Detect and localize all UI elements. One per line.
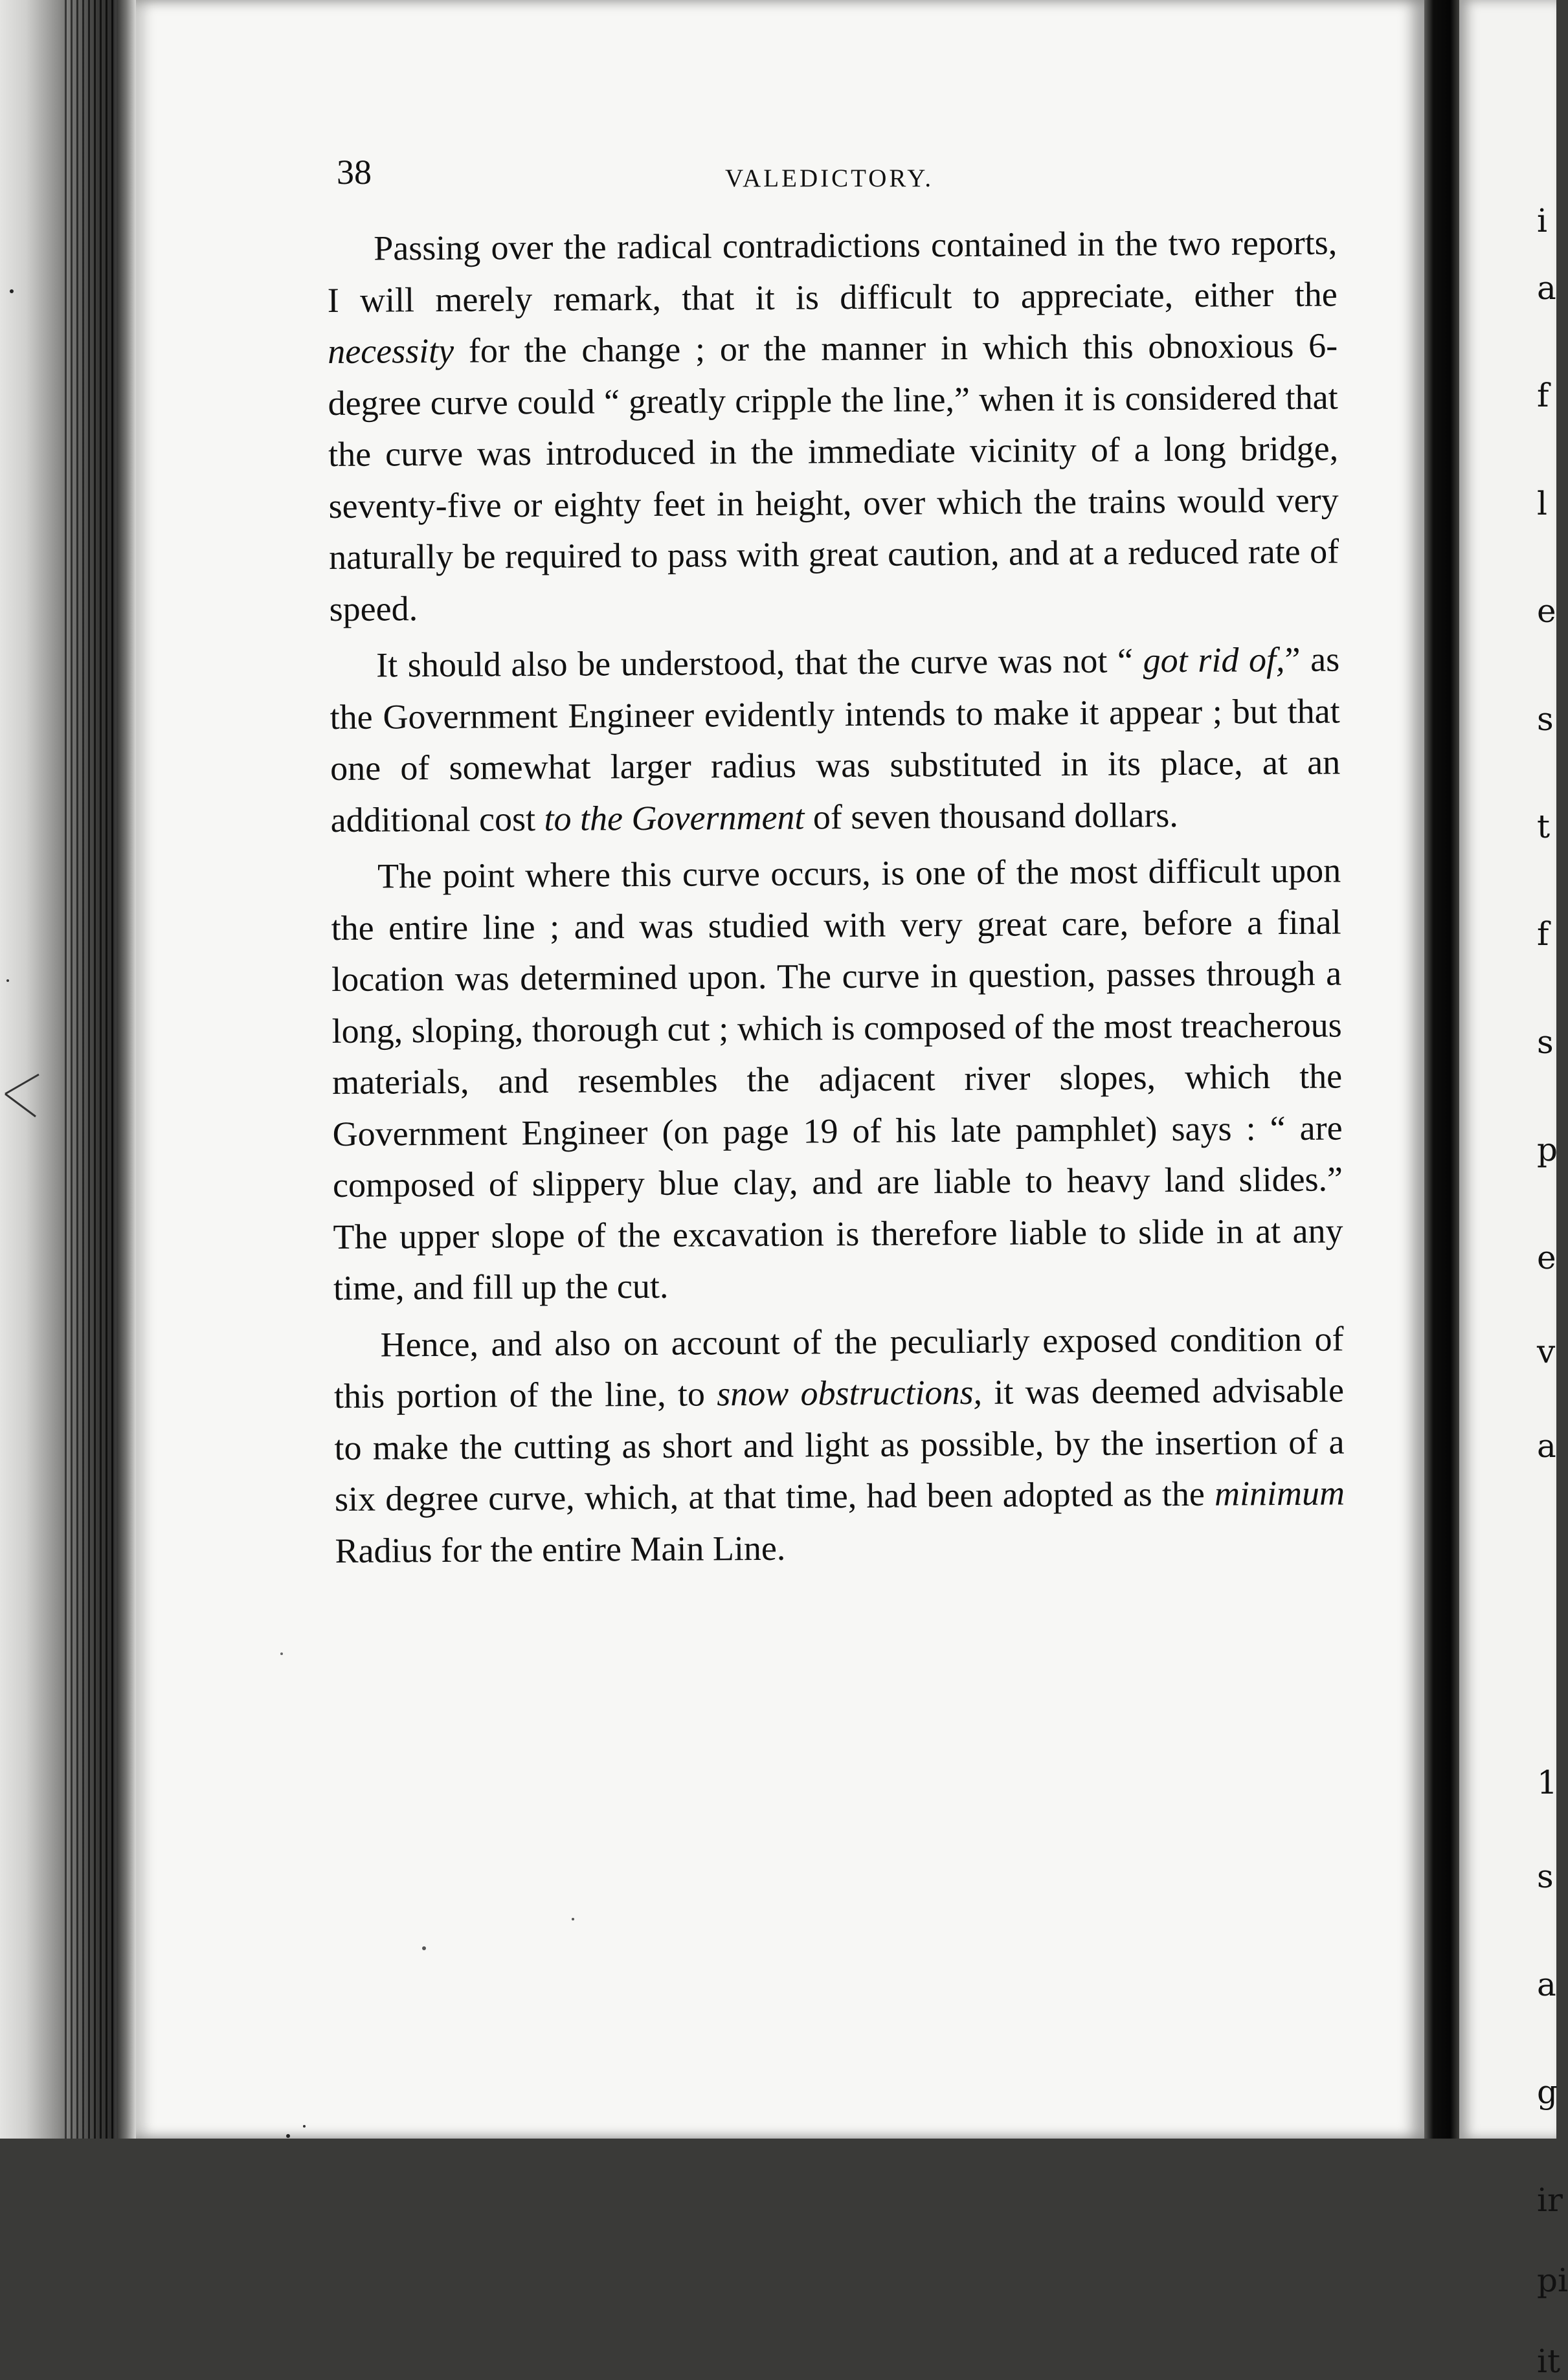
facing-page-fragment: e: [1537, 1238, 1556, 1276]
running-head: VALEDICTORY.: [725, 164, 934, 192]
paragraph: [330, 634, 1341, 846]
facing-page-fragment: f: [1537, 915, 1549, 953]
facing-page-fragment: f: [1537, 377, 1549, 415]
facing-page: [1459, 0, 1556, 2139]
facing-page-fragment: a: [1537, 1965, 1556, 2003]
text-run: of seven thousand dollars.: [804, 795, 1179, 837]
page-header: [337, 152, 1567, 210]
book-binding-edge: [0, 0, 136, 2139]
page-divider: [1424, 0, 1459, 2139]
facing-page-fragment: v: [1537, 1333, 1556, 1371]
italic-text: got rid of,: [1143, 639, 1285, 680]
facing-page-fragment: a: [1537, 269, 1556, 307]
text-run: Radius for the entire Main Line.: [335, 1528, 786, 1570]
page-edges: [65, 0, 117, 2139]
facing-page-fragment: i: [1537, 202, 1547, 239]
page-number: 38: [337, 153, 372, 192]
italic-text: to the Government: [544, 797, 805, 838]
facing-page-fragment: pi: [1537, 2262, 1568, 2300]
italic-text: necessity: [328, 331, 454, 371]
paragraph: [327, 217, 1339, 635]
italic-text: minimum: [1214, 1473, 1345, 1513]
text-run: The point where this curve occurs, is one of the most difficult upon the entire line ; and was studied with very great care, before a final location was determined upon. The curve in question, passes through a long, sloping, thorough cut ; which is composed of the most treacherous materials, and resembles the adjacent river slopes, which the Government Engineer (on page 19 of his late pamphlet) says : “ are composed of slippery blue clay, and are liable to heavy land slides.” The upper slope of the excavation is therefore liable to slide in at any time, and fill up the cut.: [331, 851, 1343, 1307]
italic-text: snow obstructions,: [717, 1372, 983, 1414]
facing-page-fragment: it: [1537, 2342, 1561, 2380]
paragraph: [331, 845, 1343, 1314]
body-text: [327, 217, 1345, 1576]
text-run: for the change ; or the manner in which this obnoxious 6-degree curve could “ greatly cripple the line,” when it is considered that the curve was introduced in the immediate vicinity of a long bridge, seventy-five or eighty feet in height, over which the trains would very naturally be required to pass with great caution, and at a reduced rate of speed.: [328, 326, 1339, 628]
facing-page-fragment: t: [1537, 808, 1551, 845]
text-run: it was deemed advisable to make the cutting as short and light as possible, by the insertion of a six degree curve, which, at that time, had been adopted as the: [334, 1370, 1345, 1518]
facing-page-fragment: l: [1537, 484, 1547, 522]
facing-page-fragment: s: [1537, 1023, 1554, 1061]
facing-page-fragment: s: [1537, 1858, 1554, 1896]
text-run: ” as the Government Engineer evidently intends to make it appear ; but that one of somewhat larger radius was substituted in its place, at an additional cost: [330, 639, 1341, 840]
paragraph: [333, 1313, 1345, 1577]
facing-page-fragment: a: [1537, 1427, 1556, 1465]
facing-page-fragment: g: [1537, 2073, 1558, 2111]
facing-page-fragment: e: [1537, 592, 1556, 630]
facing-page-fragment: 1: [1537, 1763, 1558, 1801]
facing-page-fragment: p: [1537, 1131, 1558, 1169]
text-run: It should also be understood, that the curve was not “: [375, 641, 1143, 685]
facing-page-fragment: s: [1537, 700, 1554, 738]
text-run: Hence, and also on account of the peculiarly exposed condition of this portion of the line, to: [333, 1318, 1344, 1416]
facing-page-fragment: ir: [1537, 2181, 1563, 2219]
text-run: Passing over the radical contradictions contained in the two reports, I will merely remark, that it is difficult to appreciate, either the: [327, 223, 1338, 320]
